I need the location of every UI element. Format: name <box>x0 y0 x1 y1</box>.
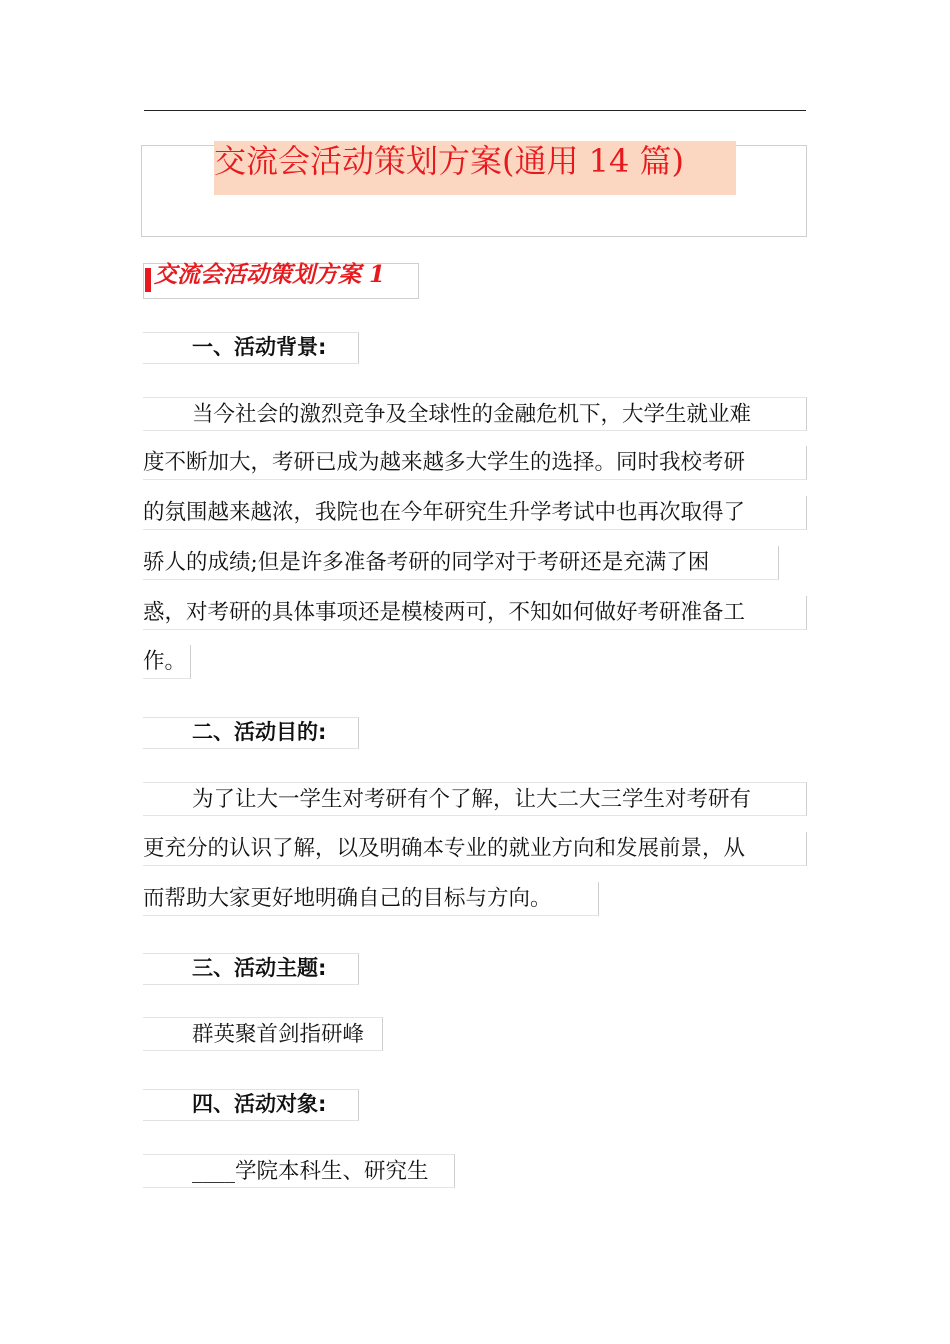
audience-text: ____学院本科生、研究生 <box>143 1154 455 1188</box>
paragraph-line: 作。 <box>143 645 191 679</box>
heading-audience: 四、活动对象: <box>192 1092 327 1116</box>
top-rule <box>144 110 806 111</box>
paragraph-line: 而帮助大家更好地明确自己的目标与方向。 <box>143 882 599 916</box>
paragraph-line: 惑，对考研的具体事项还是模棱两可，不知如何做好考研准备工 <box>143 596 807 630</box>
paragraph-line: 度不断加大，考研已成为越来越多大学生的选择。同时我校考研 <box>143 446 807 480</box>
heading-purpose: 二、活动目的: <box>192 720 327 744</box>
paragraph-line: 为了让大一学生对考研有个了解，让大二大三学生对考研有 <box>143 782 807 816</box>
heading-theme: 三、活动主题: <box>192 956 327 980</box>
theme-text: 群英聚首剑指研峰 <box>143 1017 383 1051</box>
paragraph-line: 当今社会的激烈竞争及全球性的金融危机下，大学生就业难 <box>143 397 807 431</box>
heading-background: 一、活动背景: <box>192 335 327 359</box>
paragraph-line: 的氛围越来越浓，我院也在今年研究生升学考试中也再次取得了 <box>143 496 807 530</box>
section-title: 交流会活动策划方案 1 <box>154 261 386 288</box>
section-marker <box>145 268 151 292</box>
paragraph-line: 骄人的成绩;但是许多准备考研的同学对于考研还是充满了困 <box>143 546 779 580</box>
paragraph-line: 更充分的认识了解，以及明确本专业的就业方向和发展前景，从 <box>143 832 807 866</box>
document-title: 交流会活动策划方案(通用 14 篇) <box>214 141 736 195</box>
